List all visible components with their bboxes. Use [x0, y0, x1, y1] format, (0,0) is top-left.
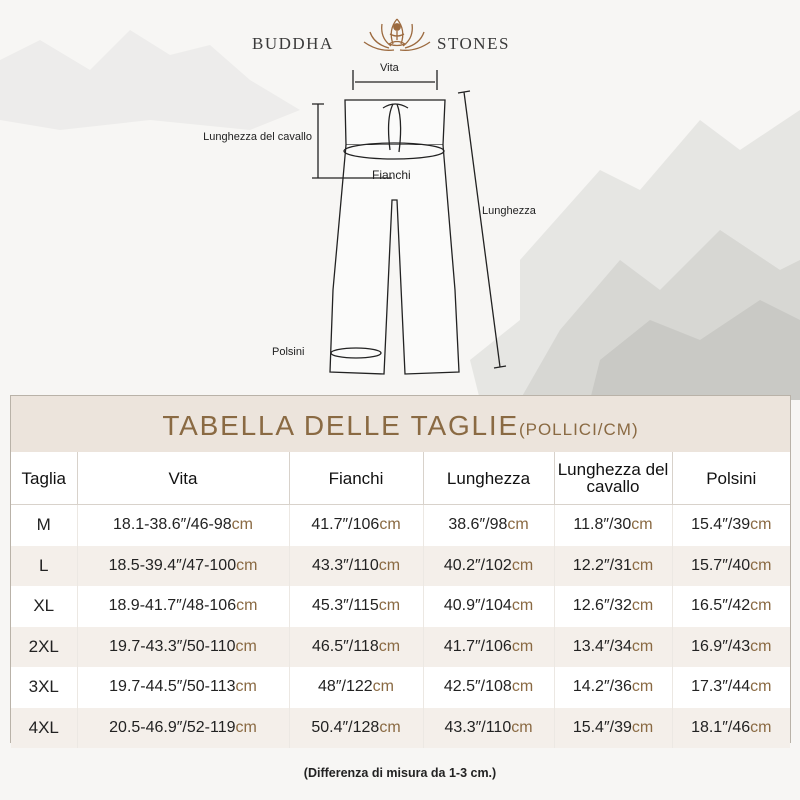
brand-name-left: BUDDHA — [252, 34, 334, 53]
measurement-value: 43.3″/110 — [311, 556, 379, 574]
measurement-cell — [672, 667, 790, 708]
lotus-meditation-icon — [360, 14, 434, 62]
measurement-cell — [672, 546, 790, 587]
label-lunghezza: Lunghezza — [482, 205, 536, 217]
measurement-value: 16.9″/43 — [691, 637, 751, 655]
label-vita: Vita — [380, 62, 399, 74]
unit-cm: cm — [631, 597, 654, 615]
measurement-value: 14.2″/36 — [572, 678, 632, 696]
size-cell: 3XL — [11, 667, 77, 708]
unit-cm: cm — [378, 637, 401, 655]
measurement-value: 41.7″/106 — [443, 637, 512, 655]
measurement-cell — [289, 505, 423, 546]
measurement-cell — [554, 627, 672, 668]
measurement-value: 50.4″/128 — [311, 718, 380, 736]
measurement-cell — [289, 546, 423, 587]
measurement-value: 40.9″/104 — [443, 597, 512, 615]
column-header: Lunghezza del cavallo — [554, 452, 672, 505]
measurement-cell — [77, 708, 289, 749]
unit-cm: cm — [235, 637, 257, 655]
unit-cm: cm — [379, 718, 401, 736]
unit-cm: cm — [378, 597, 401, 615]
table-body — [11, 505, 790, 749]
table-row — [11, 586, 790, 627]
measurement-cell — [77, 667, 289, 708]
measurement-cell — [423, 667, 554, 708]
unit-cm: cm — [750, 556, 772, 574]
measurement-cell — [672, 586, 790, 627]
measurement-cell — [289, 586, 423, 627]
measurement-value: 12.6″/32 — [572, 597, 632, 615]
pants-diagram — [0, 60, 800, 390]
unit-cm: cm — [231, 516, 253, 534]
unit-cm: cm — [631, 678, 654, 696]
measurement-value: 15.4″/39 — [572, 718, 632, 736]
label-lunghezza-cavallo: Lunghezza del cavallo — [203, 131, 312, 143]
brand-name-right: STONES — [437, 34, 510, 53]
measurement-value: 20.5-46.9″/52-119 — [109, 718, 236, 736]
column-header: Lunghezza — [423, 452, 554, 505]
measurement-cell — [423, 546, 554, 587]
unit-cm: cm — [750, 597, 772, 615]
measurement-cell — [289, 667, 423, 708]
unit-cm: cm — [511, 637, 534, 655]
measurement-cell — [672, 627, 790, 668]
table-row — [11, 708, 790, 749]
measurement-value: 42.5″/108 — [443, 678, 512, 696]
size-cell: L — [11, 546, 77, 587]
measurement-cell — [554, 586, 672, 627]
measurement-cell — [554, 708, 672, 749]
measurement-cell — [77, 505, 289, 546]
unit-cm: cm — [379, 516, 401, 534]
size-cell: M — [11, 505, 77, 546]
size-chart-table — [10, 395, 791, 743]
size-cell: XL — [11, 586, 77, 627]
measurement-value: 46.5″/118 — [311, 637, 379, 655]
measurement-value: 18.9-41.7″/48-106 — [108, 597, 237, 615]
measurement-value: 18.1-38.6″/46-98 — [113, 516, 232, 534]
brand-header — [0, 28, 800, 62]
measurement-value: 18.5-39.4″/47-100 — [108, 556, 237, 574]
column-header: Polsini — [672, 452, 790, 505]
unit-cm: cm — [511, 718, 533, 736]
unit-cm: cm — [507, 516, 529, 534]
measurement-cell — [289, 708, 423, 749]
table-header-row — [11, 452, 790, 505]
unit-cm: cm — [235, 678, 257, 696]
measurement-cell — [77, 546, 289, 587]
measurement-value: 15.4″/39 — [691, 516, 751, 534]
measurement-value: 16.5″/42 — [691, 597, 751, 615]
measurement-cell — [672, 505, 790, 546]
measurement-value: 19.7-44.5″/50-113 — [109, 678, 236, 696]
measurement-note: (Differenza di misura da 1-3 cm.) — [303, 766, 497, 780]
unit-cm: cm — [511, 556, 534, 574]
measurement-cell — [554, 667, 672, 708]
unit-cm: cm — [631, 516, 653, 534]
measurement-cell — [423, 586, 554, 627]
unit-cm: cm — [236, 556, 258, 574]
measurement-value: 18.1″/46 — [691, 718, 751, 736]
measurement-cell — [77, 586, 289, 627]
size-cell: 4XL — [11, 708, 77, 749]
unit-cm: cm — [750, 516, 772, 534]
measurement-value: 19.7-43.3″/50-110 — [109, 637, 236, 655]
measurement-cell — [423, 505, 554, 546]
measurement-value: 13.4″/34 — [572, 637, 632, 655]
measurement-value: 45.3″/115 — [311, 597, 379, 615]
measurement-value: 38.6″/98 — [448, 516, 508, 534]
size-chart-title — [11, 396, 790, 452]
table-row — [11, 546, 790, 587]
measurement-cell — [423, 708, 554, 749]
table-row — [11, 667, 790, 708]
unit-cm: cm — [750, 637, 772, 655]
unit-cm: cm — [750, 718, 772, 736]
measurement-value: 17.3″/44 — [691, 678, 751, 696]
measurement-cell — [554, 546, 672, 587]
measurement-value: 40.2″/102 — [443, 556, 512, 574]
size-cell: 2XL — [11, 627, 77, 668]
title-unit: (POLLICI/CM) — [518, 420, 639, 439]
column-header: Fianchi — [289, 452, 423, 505]
unit-cm: cm — [236, 597, 258, 615]
measurement-cell — [672, 708, 790, 749]
unit-cm: cm — [631, 718, 654, 736]
column-header: Taglia — [11, 452, 77, 505]
table-row — [11, 627, 790, 668]
label-polsini: Polsini — [272, 346, 305, 358]
measurement-value: 48″/122 — [318, 678, 373, 696]
measurement-cell — [289, 627, 423, 668]
unit-cm: cm — [378, 556, 401, 574]
size-table — [11, 452, 790, 748]
measurement-value: 11.8″/30 — [573, 516, 632, 534]
unit-cm: cm — [511, 597, 534, 615]
unit-cm: cm — [631, 637, 654, 655]
measurement-value: 41.7″/106 — [311, 516, 380, 534]
measurement-cell — [423, 627, 554, 668]
unit-cm: cm — [631, 556, 654, 574]
unit-cm: cm — [511, 678, 534, 696]
unit-cm: cm — [750, 678, 772, 696]
measurement-cell — [554, 505, 672, 546]
unit-cm: cm — [235, 718, 257, 736]
table-row — [11, 505, 790, 546]
measurement-value: 15.7″/40 — [691, 556, 751, 574]
measurement-value: 43.3″/110 — [444, 718, 512, 736]
title-text: TABELLA DELLE TAGLIE — [162, 410, 519, 441]
measurement-value: 12.2″/31 — [572, 556, 632, 574]
measurement-cell — [77, 627, 289, 668]
unit-cm: cm — [372, 678, 394, 696]
column-header: Vita — [77, 452, 289, 505]
label-fianchi: Fianchi — [372, 168, 411, 182]
